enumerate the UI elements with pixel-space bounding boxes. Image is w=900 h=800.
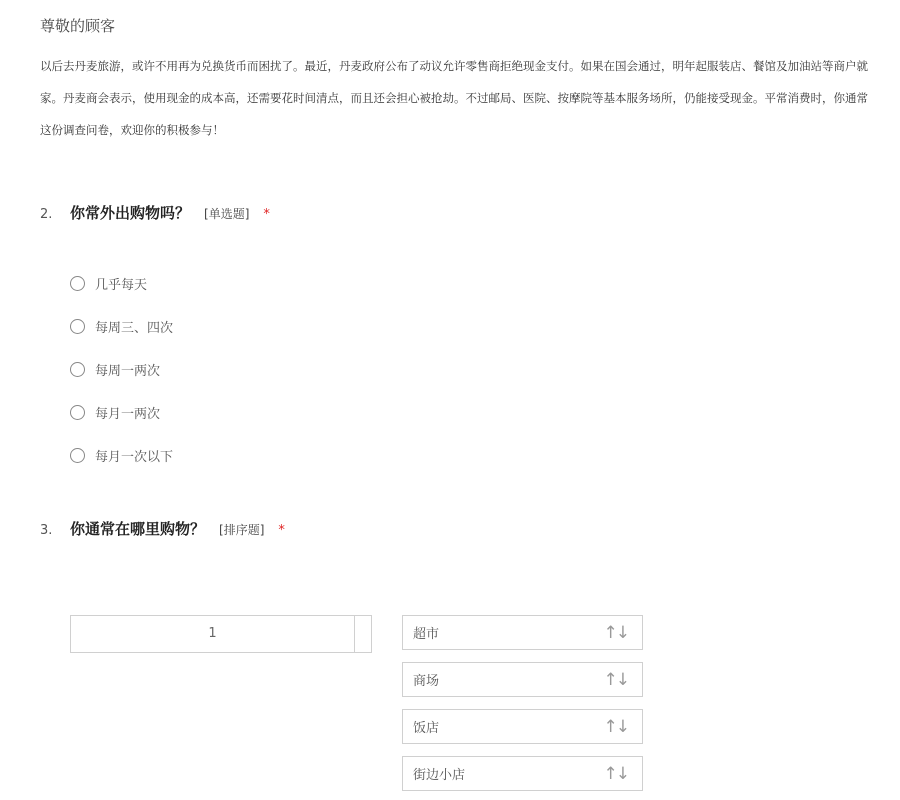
- option-label: 每周三、四次: [95, 321, 174, 336]
- rank-item-label: 街边小店: [413, 768, 466, 783]
- rank-drop-zone[interactable]: [70, 615, 372, 653]
- intro-line: 这份调查问卷，欢迎你的积极参与！: [40, 123, 224, 137]
- intro-line: 以后去丹麦旅游，或许不用再为兑换货币而困扰了。最近，丹麦政府公布了动议允许零售商拒绝现金支付。如果在国会通过，明年起服装店、餐馆及加油站等商户就: [40, 59, 868, 73]
- rank-item[interactable]: [402, 709, 643, 744]
- question-type-label: [排序题]: [219, 523, 265, 537]
- question-number: 2.: [40, 207, 53, 222]
- option-label: 每月一两次: [95, 407, 161, 422]
- radio-button-icon[interactable]: [70, 405, 85, 420]
- sort-arrows-icon[interactable]: ↑↓: [603, 763, 628, 784]
- radio-option[interactable]: [70, 317, 173, 336]
- rank-slot-number: 1: [71, 616, 355, 652]
- radio-button-icon[interactable]: [70, 448, 85, 463]
- required-marker: *: [263, 207, 270, 222]
- radio-button-icon[interactable]: [70, 276, 85, 291]
- question-number: 3.: [40, 523, 53, 538]
- radio-option[interactable]: [70, 274, 147, 293]
- question-2-header: [40, 202, 270, 223]
- option-label: 每周一两次: [95, 364, 161, 379]
- option-label: 每月一次以下: [95, 450, 174, 465]
- greeting-heading: 尊敬的顾客: [40, 17, 116, 35]
- radio-button-icon[interactable]: [70, 319, 85, 334]
- required-marker: *: [278, 523, 285, 538]
- sort-arrows-icon[interactable]: ↑↓: [603, 622, 628, 643]
- option-label: 几乎每天: [95, 278, 148, 293]
- rank-item[interactable]: [402, 615, 643, 650]
- radio-option[interactable]: [70, 360, 160, 379]
- question-title: 你常外出购物吗？: [70, 204, 191, 222]
- rank-item-label: 商场: [413, 674, 440, 689]
- question-type-label: [单选题]: [204, 207, 250, 221]
- radio-option[interactable]: [70, 446, 173, 465]
- rank-item[interactable]: [402, 662, 643, 697]
- rank-item-label: 饭店: [413, 721, 440, 736]
- intro-line: 家。丹麦商会表示，使用现金的成本高，还需要花时间清点，而且还会担心被抢劫。不过邮局、医院、按摩院等基本服务场所，仍能接受现金。平常消费时，你通常: [40, 91, 868, 105]
- radio-option[interactable]: [70, 403, 160, 422]
- question-3-header: [40, 518, 285, 539]
- intro-paragraph: [40, 54, 900, 150]
- radio-button-icon[interactable]: [70, 362, 85, 377]
- question-title: 你通常在哪里购物？: [70, 520, 206, 538]
- rank-item[interactable]: [402, 756, 643, 791]
- rank-item-label: 超市: [413, 627, 440, 642]
- sort-arrows-icon[interactable]: ↑↓: [603, 716, 628, 737]
- sort-arrows-icon[interactable]: ↑↓: [603, 669, 628, 690]
